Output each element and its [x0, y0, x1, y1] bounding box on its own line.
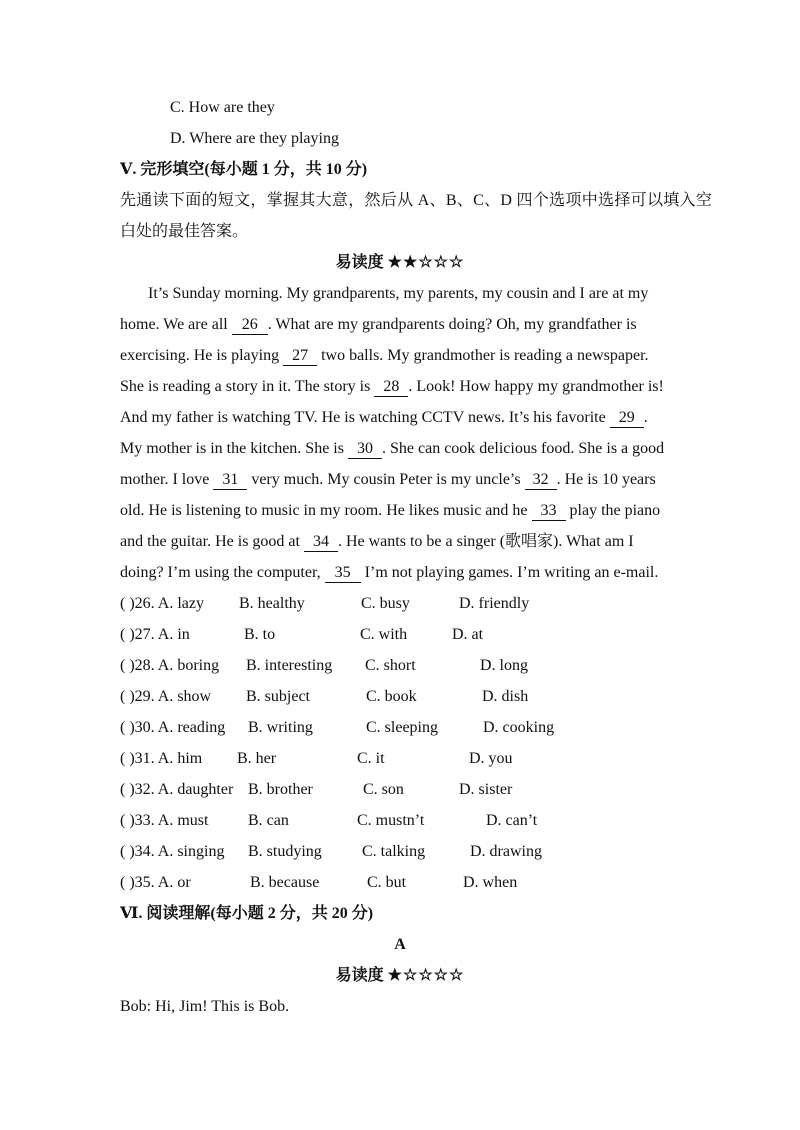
q27-option-b: B. to [244, 626, 276, 643]
blank-33: 33 [532, 502, 566, 521]
q26-option-c: C. busy [361, 595, 410, 612]
q29-stem: ( )29. A. show [120, 688, 212, 705]
q34-option-b: B. studying [248, 843, 322, 860]
section5-instruction-2: 白处的最佳答案。 [120, 223, 249, 240]
q31-option-c: C. it [357, 750, 385, 767]
difficulty-label-2: 易读度 [335, 967, 384, 984]
section6-heading: Ⅵ. 阅读理解(每小题 2 分，共 20 分) [120, 905, 374, 922]
q31-option-b: B. her [237, 750, 277, 767]
blank-35: 35 [325, 564, 361, 583]
blank-31: 31 [213, 471, 247, 490]
blank-26: 26 [232, 316, 268, 335]
section5-heading: Ⅴ. 完形填空(每小题 1 分，共 10 分) [120, 161, 368, 178]
blank-30: 30 [348, 440, 382, 459]
q29-option-c: C. book [366, 688, 417, 705]
q28-stem: ( )28. A. boring [120, 657, 220, 674]
q33-stem: ( )33. A. must [120, 812, 209, 829]
passage-line-2: home. We are all 26 . What are my grandparents doing? Oh, my grandfather is [120, 316, 637, 333]
q34-option-d: D. drawing [470, 843, 542, 860]
section5-instruction-1: 先通读下面的短文，掌握其大意，然后从 A、B、C、D 四个选项中选择可以填入空 [120, 192, 713, 209]
q35-stem: ( )35. A. or [120, 874, 191, 891]
q33-option-b: B. can [248, 812, 289, 829]
passage-line-10: doing? I’m using the computer, 35 I’m not playing games. I’m writing an e-mail. [120, 564, 659, 581]
q32-option-c: C. son [363, 781, 404, 798]
blank-34: 34 [304, 533, 338, 552]
q30-option-c: C. sleeping [366, 719, 438, 736]
q29-option-b: B. subject [246, 688, 310, 705]
passage-line-6: My mother is in the kitchen. She is 30 . She can cook delicious food. She is a good [120, 440, 665, 457]
q35-option-b: B. because [250, 874, 320, 891]
q31-stem: ( )31. A. him [120, 750, 203, 767]
passage-line-9: and the guitar. He is good at 34 . He wants to be a singer (歌唱家). What am I [120, 533, 634, 550]
part-a-label: A [394, 936, 406, 953]
q27-stem: ( )27. A. in [120, 626, 190, 643]
q34-option-c: C. talking [362, 843, 426, 860]
q27-option-d: D. at [452, 626, 484, 643]
q32-option-b: B. brother [248, 781, 313, 798]
q31-option-d: D. you [469, 750, 513, 767]
q32-stem: ( )32. A. daughter [120, 781, 234, 798]
q35-option-c: C. but [367, 874, 407, 891]
difficulty-rating-1 [0, 253, 800, 273]
passage-line-3: exercising. He is playing 27 two balls. My grandmother is reading a newspaper. [120, 347, 649, 364]
option-c-prev: C. How are they [170, 99, 275, 116]
passage-line-4: She is reading a story in it. The story is 28 . Look! How happy my grandmother is! [120, 378, 664, 395]
q26-option-b: B. healthy [239, 595, 305, 612]
difficulty-rating-2 [0, 966, 800, 986]
blank-27: 27 [283, 347, 317, 366]
q34-stem: ( )34. A. singing [120, 843, 225, 860]
passage-line-1: It’s Sunday morning. My grandparents, my parents, my cousin and I are at my [148, 285, 649, 302]
blank-29: 29 [610, 409, 644, 428]
q33-option-d: D. can’t [486, 812, 538, 829]
q33-option-c: C. mustn’t [357, 812, 425, 829]
q28-option-d: D. long [480, 657, 528, 674]
difficulty-label: 易读度 [335, 254, 384, 271]
passage-line-5: And my father is watching TV. He is watching CCTV news. It’s his favorite 29 . [120, 409, 648, 426]
option-d-prev: D. Where are they playing [170, 130, 339, 147]
star-rating-icon: ★★☆☆☆ [387, 254, 465, 271]
dialogue-line-1: Bob: Hi, Jim! This is Bob. [120, 998, 290, 1015]
q29-option-d: D. dish [482, 688, 529, 705]
q27-option-c: C. with [360, 626, 408, 643]
blank-32: 32 [525, 471, 557, 490]
q28-option-c: C. short [365, 657, 416, 674]
passage-line-8: old. He is listening to music in my room. He likes music and he 33 play the piano [120, 502, 661, 519]
q30-option-d: D. cooking [483, 719, 555, 736]
q30-option-b: B. writing [248, 719, 313, 736]
q26-option-d: D. friendly [459, 595, 530, 612]
q28-option-b: B. interesting [246, 657, 333, 674]
blank-28: 28 [374, 378, 408, 397]
passage-line-7: mother. I love 31 very much. My cousin Peter is my uncle’s 32 . He is 10 years [120, 471, 656, 488]
q30-stem: ( )30. A. reading [120, 719, 226, 736]
star-rating-icon-2: ★☆☆☆☆ [387, 967, 465, 984]
q32-option-d: D. sister [459, 781, 513, 798]
q26-stem: ( )26. A. lazy [120, 595, 204, 612]
q35-option-d: D. when [463, 874, 518, 891]
